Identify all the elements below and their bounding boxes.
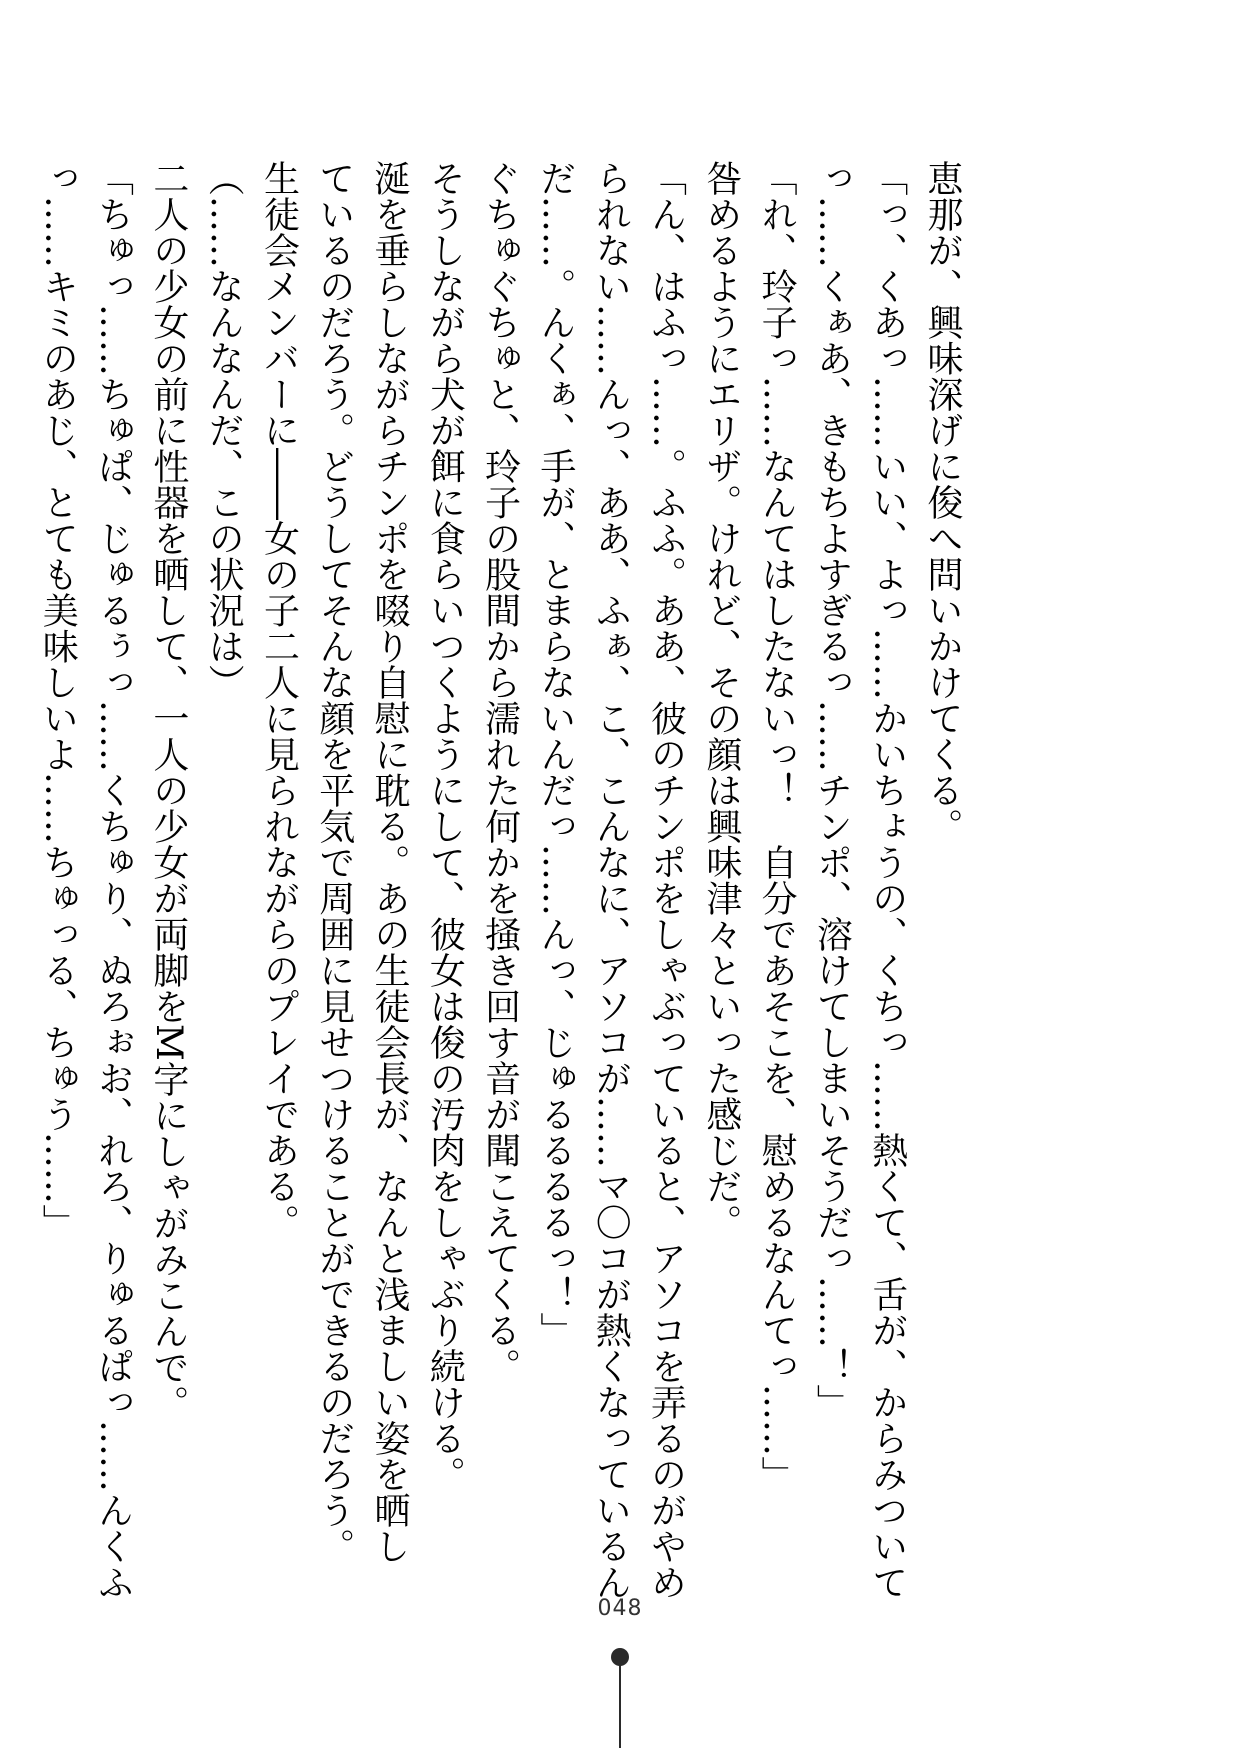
text-line: ぐちゅぐちゅと、玲子の股間から濡れた何かを掻き回す音が聞こえてくる。 (479, 160, 521, 1384)
page-number: 048 (597, 1596, 643, 1621)
text-line: ているのだろう。どうしてそんな顔を平気で周囲に見せつけることができるのだろう。 (313, 160, 355, 1564)
text-line: られない……んっ、ああ、ふぁ、こ、こんなに、アソコが……マ〇コが熱くなっているん (590, 160, 632, 1600)
text-line: 涎を垂らしながらチンポを啜り自慰に耽る。あの生徒会長が、なんと浅ましい姿を晒し (369, 160, 411, 1564)
page-marker-icon (610, 1648, 630, 1748)
text-line: そうしながら犬が餌に食らいつくようにして、彼女は俊の汚肉をしゃぶり続ける。 (424, 160, 466, 1492)
text-line: 「ん、はふっ……。ふふ。ああ、彼のチンポをしゃぶっていると、アソコを弄るのがやめ (645, 160, 687, 1600)
text-line: 恵那が、興味深げに俊へ問いかけてくる。 (922, 160, 963, 844)
text-line: だ……。んくぁ、手が、とまらないんだっ……んっ、じゅるるるるっ！」 (534, 160, 576, 1348)
text-line: 「ちゅっ……ちゅぱ、じゅるぅっ……くちゅり、ぬろぉお、れろ、りゅるぱっ……んくふ (92, 160, 134, 1600)
text-line: っ……くぁあ、きもちよすぎるっ……チンポ、溶けてしまいそうだっ……！」 (811, 160, 853, 1420)
marker-stem (619, 1662, 621, 1748)
body-text (37, 160, 970, 1600)
text-line: （……なんなんだ、この状況は） (203, 160, 245, 700)
text-line: 「っ、くあっ……いい、よっ……かいちょうの、くちっ……熱くて、舌が、からみついて (866, 160, 908, 1600)
text-line: 「れ、玲子っ……なんてはしたないっ！ 自分であそこを、慰めるなんてっ……」 (756, 160, 798, 1492)
text-line: っ……キミのあじ、とても美味しいよ……ちゅっる、ちゅう……」 (37, 160, 79, 1240)
text-line: 咎めるようにエリザ。けれど、その顔は興味津々といった感じだ。 (700, 160, 742, 1240)
text-line: 二人の少女の前に性器を晒して、一人の少女が両脚をM字にしゃがみこんで。 (147, 160, 189, 1421)
text-line: 生徒会メンバーに――女の子二人に見られながらのプレイである。 (258, 160, 300, 1240)
